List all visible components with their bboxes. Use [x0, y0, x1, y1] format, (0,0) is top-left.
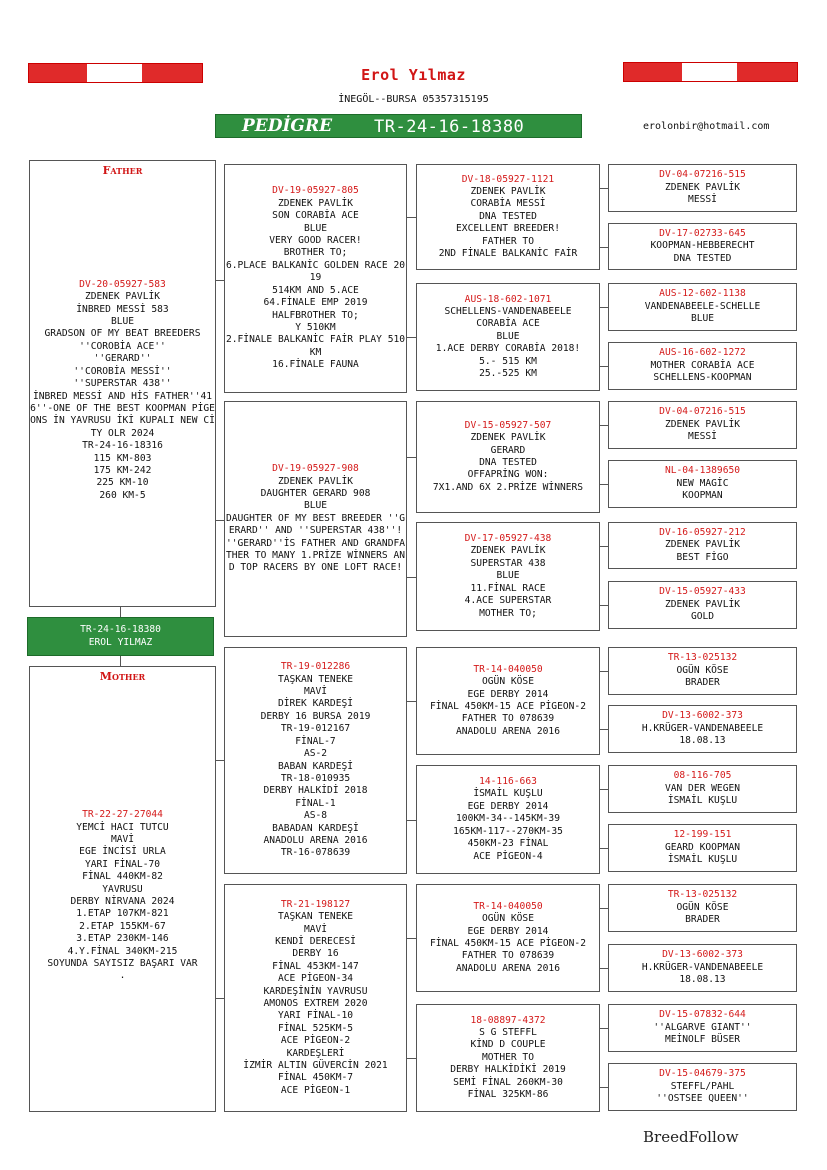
detail-line: OFFAPRİNG WON: — [467, 469, 549, 481]
detail-line: SOYUNDA SAYISIZ BAŞARI VAR — [47, 958, 198, 970]
detail-line: DAUGHTER GERARD 908 — [260, 487, 371, 499]
detail-line: S G STEFFL — [479, 1026, 537, 1038]
grandparent-ring: TR-21-198127 — [280, 898, 351, 910]
owner-name: EROL YILMAZ — [88, 637, 153, 648]
detail-line: KİND D COUPLE — [470, 1039, 546, 1051]
great-great-grandparent-details — [665, 842, 740, 867]
detail-line: TAŞKAN TENEKE — [277, 911, 354, 923]
great-great-grandparent-card-13 — [608, 884, 797, 932]
connector — [600, 908, 608, 909]
great-great-grandparent-ring: DV-13-6002-373 — [662, 949, 743, 961]
detail-line: KENDİ DERECESİ — [275, 935, 356, 947]
connector — [600, 671, 608, 672]
detail-line: ZDENEK PAVLİK — [84, 291, 161, 303]
detail-line: STEFFL/PAHL — [670, 1080, 735, 1092]
great-great-grandparent-details — [677, 478, 729, 503]
great-great-grandparent-ring: DV-15-07832-644 — [659, 1009, 746, 1021]
connector — [600, 425, 608, 426]
detail-line: AMONOS EXTREM 2020 — [263, 998, 368, 1009]
great-great-grandparent-ring: DV-15-05927-433 — [659, 586, 746, 598]
detail-line: 6.PLACE BALKANİC GOLDEN RACE 2019 — [225, 259, 406, 284]
great-grandparent-details — [430, 913, 586, 975]
great-great-grandparent-card-11 — [608, 765, 797, 813]
detail-line: HALFBROTHER TO; — [272, 309, 359, 321]
detail-line: İZMİR ALTIN GÜVERCİN 2021 — [243, 1060, 388, 1072]
great-great-grandparent-details — [665, 539, 740, 564]
connector — [600, 1028, 608, 1029]
detail-line: ''COROBİA ACE'' — [79, 340, 166, 352]
great-great-grandparent-ring: TR-13-025132 — [667, 889, 738, 901]
detail-line: 4.Y.FİNAL 340KM-215 — [67, 945, 178, 957]
detail-line: FATHER TO — [482, 235, 534, 247]
detail-line: ZDENEK PAVLİK — [664, 418, 741, 430]
connector — [600, 605, 608, 606]
detail-line: BLUE — [303, 500, 328, 512]
great-grandparent-details — [453, 788, 563, 862]
detail-line: OGÜN KÖSE — [482, 676, 534, 688]
detail-line: BLUE — [496, 570, 520, 582]
detail-line: BLUE — [110, 316, 135, 328]
connector — [407, 577, 416, 578]
detail-line: AS-8 — [303, 810, 328, 822]
great-grandparent-ring: 14-116-663 — [479, 776, 537, 788]
great-grandparent-details — [436, 306, 580, 380]
grandparent-card-3 — [224, 647, 407, 874]
detail-line: BROTHER TO; — [283, 247, 348, 259]
detail-line: TAŞKAN TENEKE — [277, 673, 354, 685]
detail-line: Y 510KM — [295, 321, 336, 333]
detail-line: DERBY NİRVANA 2024 — [70, 896, 175, 907]
detail-line: BLUE — [303, 222, 328, 234]
detail-line: KARDEŞLERİ — [286, 1047, 345, 1059]
detail-line: 1.ETAP 107KM-821 — [76, 908, 169, 920]
detail-line: DAUGHTER OF MY BEST BREEDER ''GERARD'' AND ''SUPERSTAR 438''! — [225, 512, 406, 537]
great-great-grandparent-ring: 12-199-151 — [673, 829, 732, 841]
connector — [600, 968, 608, 969]
detail-line: 25.-525 KM — [479, 368, 537, 380]
detail-line: İSMAİL KUŞLU — [667, 795, 738, 807]
detail-line: FİNAL 325KM-86 — [467, 1089, 549, 1101]
detail-line: DERBY HALKİDİ 2018 — [263, 785, 368, 797]
detail-line: ''SUPERSTAR 438'' — [73, 378, 172, 390]
detail-line: KOOPMAN — [682, 490, 723, 502]
breeder-name: Erol Yılmaz — [361, 66, 466, 84]
detail-line: İSMAİL KUŞLU — [667, 854, 738, 866]
detail-line: ''GERARD'' — [93, 353, 152, 365]
detail-line: 64.FİNALE EMP 2019 — [263, 297, 368, 309]
detail-line: H.KRÜGER-VANDENABEELE — [641, 722, 764, 734]
detail-line: FATHER TO 078639 — [461, 950, 555, 962]
detail-line: 4.ACE SUPERSTAR — [464, 595, 552, 607]
great-great-grandparent-ring: 08-116-705 — [673, 770, 732, 782]
grandparent-details — [225, 198, 406, 372]
detail-line: ZDENEK PAVLİK — [664, 181, 741, 193]
detail-line: 11.FİNAL RACE — [470, 582, 546, 594]
detail-line: OGÜN KÖSE — [676, 901, 729, 913]
detail-line: SON CORABİA ACE — [272, 210, 359, 222]
connector — [600, 188, 608, 189]
great-great-grandparent-card-9 — [608, 647, 797, 695]
connector — [407, 457, 416, 458]
great-great-grandparent-details — [651, 360, 755, 385]
detail-line: İNBRED MESSİ AND HİS FATHER''416''-ONE OF THE BEST KOOPMAN PİGEONS İN YAVRUSU İKİ KUPALI NEW CİTY OLR 2024 — [30, 390, 215, 439]
detail-line: SCHELLENS-VANDENABEELE — [444, 305, 572, 317]
great-great-grandparent-ring: DV-04-07216-515 — [659, 406, 746, 418]
detail-line: ACE PİGEON-34 — [277, 973, 354, 985]
great-great-grandparent-card-3 — [608, 283, 797, 331]
great-great-grandparent-ring: TR-13-025132 — [667, 652, 738, 664]
great-great-grandparent-details — [653, 1022, 751, 1047]
grandparent-card-2 — [224, 401, 407, 637]
detail-line: DNA TESTED — [673, 252, 732, 264]
detail-line: ANADOLU ARENA 2016 — [456, 962, 560, 974]
detail-line: VAN DER WEGEN — [664, 782, 741, 794]
great-grandparent-ring: TR-14-040050 — [473, 663, 543, 675]
detail-line: MOTHER TO — [482, 1051, 534, 1063]
detail-line: EGE DERBY 2014 — [467, 800, 549, 812]
great-grandparent-ring: 18-08897-4372 — [470, 1014, 546, 1026]
pedigree-label: PEDİGRE — [242, 116, 333, 136]
detail-line: SUPERSTAR 438 — [470, 557, 546, 569]
father-ring: DV-20-05927-583 — [79, 278, 166, 290]
great-grandparent-details — [465, 545, 552, 619]
great-grandparent-card-7 — [416, 884, 600, 992]
connector — [600, 729, 608, 730]
detail-line: 514KM AND 5.ACE — [272, 284, 359, 296]
owner-ring: TR-24-16-18380 — [80, 624, 161, 635]
great-great-grandparent-ring: DV-17-02733-645 — [659, 227, 746, 239]
father-card — [29, 160, 216, 607]
detail-line: MEİNOLF BÜSER — [664, 1034, 741, 1046]
detail-line: AS-2 — [303, 748, 328, 760]
detail-line: CORABİA MESSİ — [470, 198, 546, 210]
detail-line: ZDENEK PAVLİK — [664, 539, 741, 551]
detail-line: 2.FİNALE BALKANİC FAİR PLAY 510KM — [225, 334, 406, 358]
detail-line: DERBY 16 — [292, 948, 339, 960]
detail-line: SCHELLENS-KOOPMAN — [653, 372, 752, 384]
great-great-grandparent-card-14 — [608, 944, 797, 992]
detail-line: ''COROBİA MESSİ'' — [73, 365, 172, 377]
detail-line: BABADAN KARDEŞİ — [272, 822, 359, 834]
detail-line: MAVİ — [110, 833, 135, 845]
connector — [600, 307, 608, 308]
detail-line: ''ALGARVE GIANT'' — [653, 1021, 752, 1033]
detail-line: 450KM-23 FİNAL — [467, 838, 549, 850]
detail-line: BRADER — [685, 914, 720, 926]
detail-line: FİNAL 450KM-15 ACE PİGEON-2 — [430, 938, 586, 949]
connector — [600, 789, 608, 790]
detail-line: ZDENEK PAVLİK — [277, 197, 354, 209]
great-great-grandparent-details — [665, 182, 740, 207]
detail-line: ACE PİGEON-1 — [280, 1084, 351, 1096]
detail-line: ZDENEK PAVLİK — [664, 598, 741, 610]
detail-line: KARDEŞİNİN YAVRUSU — [263, 985, 368, 997]
detail-line: YAVRUSU — [102, 883, 143, 895]
great-great-grandparent-ring: DV-13-6002-373 — [662, 710, 743, 722]
connector — [600, 247, 608, 248]
connector — [600, 1087, 608, 1088]
great-great-grandparent-card-1 — [608, 164, 797, 212]
great-grandparent-ring: DV-15-05927-507 — [464, 419, 552, 431]
pedigree-number: TR-24-16-18380 — [374, 117, 525, 137]
detail-line: 165KM-117--270KM-35 — [453, 825, 563, 837]
great-great-grandparent-card-8 — [608, 581, 797, 629]
connector — [216, 280, 224, 281]
detail-line: GRADSON OF MY BEAT BREEDERS — [44, 328, 201, 340]
detail-line: MAVİ — [303, 686, 328, 698]
detail-line: ANADOLU ARENA 2016 — [263, 834, 368, 846]
detail-line: FİNAL 525KM-5 — [277, 1022, 354, 1034]
great-grandparent-ring: TR-14-040050 — [473, 900, 543, 912]
detail-line: OGÜN KÖSE — [676, 664, 729, 676]
detail-line: DİREK KARDEŞİ — [277, 698, 354, 710]
detail-line: 2ND FİNALE BALKANİC FAİR — [438, 248, 578, 260]
connector — [120, 607, 121, 617]
great-great-grandparent-card-16 — [608, 1063, 797, 1111]
detail-line: KOOPMAN-HEBBERECHT — [650, 240, 755, 252]
grandparent-details — [225, 476, 406, 575]
detail-line: 100KM-34--145KM-39 — [456, 813, 560, 825]
connector — [407, 1058, 416, 1059]
detail-line: BLUE — [496, 330, 520, 342]
detail-line: DNA TESTED — [479, 457, 537, 468]
detail-line: MESSİ — [688, 431, 717, 443]
great-great-grandparent-card-10 — [608, 705, 797, 753]
connector — [216, 760, 224, 761]
detail-line: MESSİ — [688, 194, 717, 206]
great-great-grandparent-card-15 — [608, 1004, 797, 1052]
great-grandparent-card-5 — [416, 647, 600, 755]
detail-line: 16.FİNALE FAUNA — [272, 359, 359, 371]
detail-line: YEMCİ HACI TUTCU — [76, 821, 169, 833]
detail-line: BLUE — [690, 313, 715, 325]
detail-line: DERBY 16 BURSA 2019 — [260, 710, 371, 722]
detail-line: 3.ETAP 230KM-146 — [76, 933, 169, 945]
great-great-grandparent-details — [642, 723, 763, 748]
great-great-grandparent-details — [677, 902, 729, 927]
detail-line: GEARD KOOPMAN — [664, 841, 741, 853]
detail-line: 175 KM-242 — [93, 464, 152, 476]
great-great-grandparent-card-7 — [608, 522, 797, 569]
detail-line: İNBRED MESSİ 583 — [76, 303, 169, 315]
detail-line: MAVİ — [303, 923, 328, 935]
detail-line: FİNAL 440KM-82 — [82, 871, 163, 883]
breeder-location-phone: İNEGÖL--BURSA 05357315195 — [338, 94, 489, 105]
detail-line: 225 KM-10 — [96, 477, 149, 489]
connector — [216, 520, 224, 521]
detail-line: GERARD — [490, 444, 526, 456]
great-grandparent-card-1 — [416, 164, 600, 270]
detail-line: FİNAL-1 — [295, 797, 336, 809]
detail-line: 7X1.AND 6X 2.PRİZE WİNNERS — [432, 481, 584, 493]
detail-line: FİNAL 450KM-15 ACE PİGEON-2 — [430, 701, 586, 712]
grandparent-details — [243, 911, 387, 1097]
detail-line: YARI FİNAL-70 — [84, 858, 161, 870]
connector — [407, 701, 416, 702]
mother-details — [47, 822, 197, 983]
grandparent-details — [261, 674, 371, 860]
connector — [407, 938, 416, 939]
great-great-grandparent-details — [665, 783, 740, 808]
great-great-grandparent-ring: AUS-16-602-1272 — [659, 347, 746, 359]
great-great-grandparent-card-12 — [608, 824, 797, 872]
great-great-grandparent-details — [677, 665, 729, 690]
detail-line: ZDENEK PAVLİK — [470, 432, 546, 444]
detail-line: 260 KM-5 — [99, 489, 146, 501]
detail-line: FİNAL 453KM-147 — [272, 960, 359, 972]
detail-line: H.KRÜGER-VANDENABEELE — [641, 961, 764, 973]
detail-line: . — [119, 970, 126, 982]
connector — [120, 656, 121, 666]
father-details — [30, 291, 215, 502]
connector — [600, 484, 608, 485]
grandparent-card-4 — [224, 884, 407, 1112]
detail-line: GOLD — [690, 611, 715, 623]
detail-line: SEMİ FİNAL 260KM-30 — [453, 1076, 563, 1088]
detail-line: 5.- 515 KM — [479, 355, 537, 367]
great-grandparent-card-3 — [416, 401, 600, 513]
great-great-grandparent-details — [645, 301, 761, 326]
great-grandparent-details — [430, 676, 586, 738]
detail-line: VERY GOOD RACER! — [269, 235, 362, 247]
great-great-grandparent-ring: DV-15-04679-375 — [659, 1068, 746, 1080]
detail-line: FİNAL-7 — [295, 735, 336, 747]
detail-line: TR-24-16-18316 — [82, 440, 163, 452]
detail-line: ''OSTSEE QUEEN'' — [656, 1093, 749, 1105]
connector — [407, 217, 416, 218]
detail-line: ZDENEK PAVLİK — [277, 475, 354, 487]
great-grandparent-card-6 — [416, 765, 600, 874]
detail-line: EGE DERBY 2014 — [467, 925, 549, 937]
detail-line: ACE PİGEON-4 — [473, 850, 543, 862]
detail-line: BABAN KARDEŞİ — [277, 760, 354, 772]
great-great-grandparent-details — [665, 419, 740, 444]
detail-line: FİNAL 450KM-7 — [277, 1072, 354, 1084]
detail-line: FATHER TO 078639 — [461, 713, 555, 725]
detail-line: EXCELLENT BREEDER! — [456, 223, 560, 235]
mother-ring: TR-22-27-27044 — [82, 809, 163, 821]
connector — [600, 366, 608, 367]
great-grandparent-ring: DV-18-05927-1121 — [461, 173, 555, 185]
connector — [407, 337, 416, 338]
detail-line: 115 KM-803 — [93, 452, 152, 464]
great-great-grandparent-ring: NL-04-1389650 — [664, 465, 741, 477]
connector — [407, 820, 416, 821]
connector — [216, 998, 224, 999]
detail-line: BRADER — [685, 677, 720, 689]
great-grandparent-card-8 — [416, 1004, 600, 1112]
detail-line: BEST FİGO — [676, 551, 729, 563]
pedigree-banner — [215, 114, 582, 138]
detail-line: EGE İNCİSİ URLA — [79, 846, 166, 858]
detail-line: TR-18-010935 — [280, 772, 351, 784]
great-grandparent-details — [439, 186, 578, 260]
great-great-grandparent-card-6 — [608, 460, 797, 508]
mother-section-label: Mother — [99, 670, 146, 683]
great-great-grandparent-ring: AUS-12-602-1138 — [659, 288, 746, 300]
detail-line: ACE PİGEON-2 — [280, 1035, 351, 1047]
connector — [600, 848, 608, 849]
grandparent-ring: DV-19-05927-805 — [272, 185, 359, 197]
grandparent-ring: DV-19-05927-908 — [272, 463, 359, 475]
great-great-grandparent-card-4 — [608, 342, 797, 390]
grandparent-ring: TR-19-012286 — [280, 661, 351, 673]
great-grandparent-card-4 — [416, 522, 600, 631]
detail-line: DERBY HALKİDİKİ 2019 — [450, 1064, 566, 1076]
great-great-grandparent-ring: DV-04-07216-515 — [659, 169, 746, 181]
detail-line: CORABİA ACE — [476, 318, 540, 330]
detail-line: ''GERARD''İS FATHER AND GRANDFATHER TO MANY 1.PRİZE WİNNERS AND TOP RACERS BY ONE LOFT RACE! — [225, 537, 406, 574]
father-section-label: Father — [102, 164, 143, 177]
mother-card — [29, 666, 216, 1112]
great-grandparent-details — [450, 1027, 566, 1101]
detail-line: MOTHER TO; — [479, 607, 537, 619]
detail-line: 1.ACE DERBY CORABİA 2018! — [435, 343, 581, 355]
detail-line: OGÜN KÖSE — [482, 913, 534, 925]
great-grandparent-ring: DV-17-05927-438 — [464, 533, 552, 545]
detail-line: 18.08.13 — [679, 974, 726, 986]
detail-line: TR-16-078639 — [280, 847, 351, 859]
detail-line: NEW MAGİC — [676, 477, 729, 489]
brand-logo: BreedFollow — [643, 1128, 739, 1146]
detail-line: MOTHER CORABİA ACE — [650, 359, 755, 371]
detail-line: ANADOLU ARENA 2016 — [456, 725, 560, 737]
detail-line: VANDENABEELE-SCHELLE — [644, 300, 761, 312]
grandparent-card-1 — [224, 164, 407, 393]
detail-line: EGE DERBY 2014 — [467, 688, 549, 700]
contact-email: erolonbir@hotmail.com — [643, 121, 770, 132]
detail-line: DNA TESTED — [479, 210, 537, 222]
great-great-grandparent-details — [656, 1081, 748, 1106]
great-grandparent-details — [433, 432, 583, 494]
detail-line: YARI FİNAL-10 — [277, 1010, 354, 1022]
connector — [600, 546, 608, 547]
detail-line: ZDENEK PAVLİK — [470, 185, 546, 197]
owner-card — [27, 617, 214, 656]
great-great-grandparent-details — [651, 240, 755, 265]
detail-line: TR-19-012167 — [280, 723, 351, 735]
detail-line: İSMAİL KUŞLU — [473, 788, 543, 800]
detail-line: 18.08.13 — [679, 735, 726, 747]
great-grandparent-card-2 — [416, 283, 600, 391]
great-great-grandparent-ring: DV-16-05927-212 — [659, 526, 746, 538]
great-great-grandparent-card-5 — [608, 401, 797, 449]
detail-line: 2.ETAP 155KM-67 — [79, 920, 166, 932]
great-great-grandparent-card-2 — [608, 223, 797, 270]
detail-line: ZDENEK PAVLİK — [470, 545, 546, 557]
great-great-grandparent-details — [665, 599, 740, 624]
great-great-grandparent-details — [642, 962, 763, 987]
great-grandparent-ring: AUS-18-602-1071 — [464, 293, 552, 305]
